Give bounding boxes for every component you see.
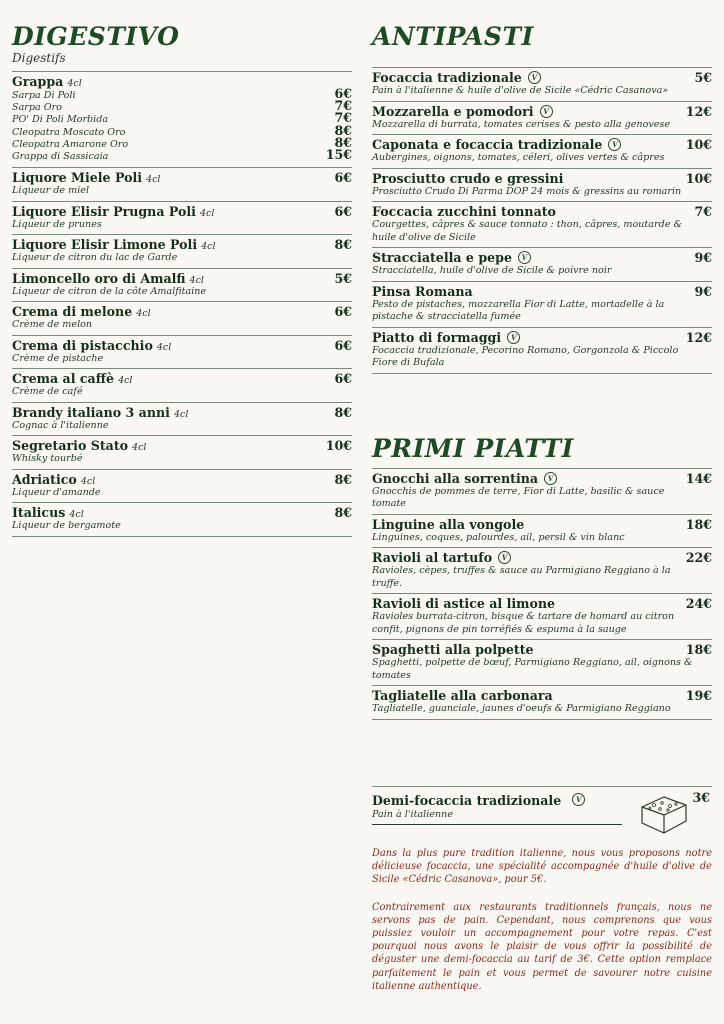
- digestivo-column: [12, 0, 352, 537]
- item-name-text: Piatto di formaggi: [372, 329, 502, 345]
- item-name: [12, 438, 146, 453]
- item-name: [12, 237, 216, 252]
- item-size: 4cl: [146, 174, 161, 186]
- item-price: 8€: [334, 404, 352, 420]
- item-name-text: Mozzarella e pomodori: [372, 103, 534, 119]
- item-name: [12, 505, 84, 520]
- menu-item: [12, 302, 352, 336]
- item-name: [12, 338, 171, 353]
- item-price: 6€: [334, 371, 352, 387]
- demi-focaccia-name: Demi-focaccia tradizionale: [372, 792, 562, 808]
- item-name: [372, 330, 520, 345]
- item-size: 4cl: [80, 475, 96, 487]
- demi-focaccia-price: 3€: [692, 789, 710, 805]
- item-name-text: Liquore Elisir Prugna Poli: [12, 203, 196, 219]
- grappa-item: [12, 72, 352, 168]
- item-name: [372, 250, 531, 265]
- item-name: Grappa 4cl: [12, 74, 82, 89]
- item-price: 24€: [685, 596, 712, 611]
- item-size: 4cl: [118, 375, 133, 387]
- menu-item: [12, 269, 352, 303]
- vegetarian-icon: V: [518, 251, 531, 264]
- menu-item: [372, 68, 712, 102]
- grappa-row-name: PO' Di Poli Morbida: [12, 114, 109, 126]
- item-name-text: Caponata e focaccia tradizionale: [372, 137, 603, 152]
- grappa-row: [12, 88, 352, 100]
- digestivo-title: DIGESTIVO: [12, 22, 180, 51]
- item-size: 4cl: [199, 207, 215, 219]
- item-name-text: Brandy italiano 3 anni: [12, 404, 170, 420]
- item-desc: Gnocchis de pommes de terre, Fior di Latte, basilic & sauce tomate: [372, 485, 665, 509]
- item-desc: Crème de pistache: [12, 352, 104, 364]
- vegetarian-icon: V: [507, 331, 520, 344]
- item-desc: Prosciutto Crudo Di Parma DOP 24 mois & gressins au romarin: [372, 185, 682, 197]
- item-price: 6€: [334, 304, 352, 320]
- item-name-text: Stracciatella e pepe: [372, 250, 512, 265]
- menu-item: [12, 403, 352, 437]
- item-desc: Crème de café: [12, 386, 83, 398]
- item-name-text: Ravioli di astice al limone: [372, 596, 556, 611]
- grappa-row: [12, 146, 352, 162]
- item-price: 10€: [325, 438, 352, 454]
- item-size: 4cl: [189, 274, 204, 286]
- item-name-text: Spaghetti alla polpette: [372, 642, 534, 657]
- item-name-text: Linguine alla vongole: [372, 516, 525, 532]
- antipasti-title: ANTIPASTI: [372, 22, 534, 51]
- vegetarian-icon: V: [540, 105, 553, 118]
- item-price: 10€: [685, 137, 712, 152]
- menu-item: [372, 328, 712, 374]
- menu-item: [372, 282, 712, 328]
- demi-focaccia-block: [372, 786, 712, 994]
- vegetarian-icon: V: [528, 71, 541, 84]
- item-desc: Liqueur d'amande: [12, 486, 101, 498]
- vegetarian-icon: V: [544, 472, 557, 485]
- menu-item: [372, 515, 712, 549]
- menu-item: [12, 436, 352, 470]
- grappa-row-name: Cleopatra Moscato Oro: [12, 126, 126, 138]
- menu-item: [372, 135, 712, 169]
- item-desc: Liqueur de miel: [12, 185, 90, 197]
- grappa-rows: [12, 88, 352, 161]
- item-price: 5€: [694, 70, 712, 85]
- item-name: [372, 642, 534, 657]
- item-name-text: Limoncello oro di Amalfi: [12, 270, 186, 286]
- item-desc: Courgettes, câpres & sauce tonnato : thon, câpres, moutarde & huile d'olive de Sicile: [372, 219, 682, 243]
- menu-item: [372, 169, 712, 203]
- item-price: 5€: [334, 270, 352, 286]
- item-desc: Aubergines, oignons, tomates, céleri, olives vertes & câpres: [372, 152, 665, 163]
- item-name: [12, 371, 132, 386]
- item-desc: Liqueur de citron du lac de Garde: [12, 252, 178, 264]
- bread-note: Contrairement aux restaurants traditionnels français, nous ne servons pas de pain. Cependant, nous comprenons que vous puissiez vouloir un accompagnement pour votre repas. C'est pourquoi nous avons le plaisir de vous offrir la possibilité de déguster une demi-focaccia au tarif de 3€. Cette option remplace parfaitement le pain et vous permet de savourer notre cuisine italienne authentique.: [372, 901, 712, 992]
- grappa-row: [12, 112, 352, 124]
- item-price: 6€: [334, 337, 352, 353]
- item-name-text: Liquore Elisir Limone Poli: [12, 237, 198, 253]
- grappa-row-name: Sarpa Oro: [12, 102, 63, 114]
- item-name-text: Gnocchi alla sorrentina: [372, 470, 539, 486]
- item-name: [12, 170, 160, 185]
- item-size: 4cl: [136, 308, 151, 320]
- item-price: 7€: [694, 204, 712, 219]
- item-name-text: Prosciutto crudo e gressini: [372, 170, 564, 186]
- item-price: 12€: [685, 103, 712, 119]
- demi-focaccia-desc: Pain à l'italienne: [372, 808, 454, 820]
- item-price: 8€: [334, 505, 352, 521]
- item-desc: Mozzarella di burrata, tomates cerises & pesto alla genovese: [372, 118, 671, 130]
- item-desc: Spaghetti, polpette de bœuf, Parmigiano Reggiano, ail, oignons & tomates: [372, 657, 693, 681]
- digestivo-subtitle: Digestifs: [12, 51, 66, 65]
- menu-item: [12, 336, 352, 370]
- item-desc: Stracciatella, huile d'olive de Sicile & poivre noir: [372, 265, 612, 276]
- menu-item: [372, 686, 712, 720]
- item-desc: Liqueur de prunes: [12, 218, 102, 230]
- menu-item: [12, 168, 352, 202]
- item-name-text: Adriatico: [12, 471, 77, 487]
- grappa-row-price: 8€: [334, 134, 352, 150]
- item-name: [372, 171, 563, 186]
- menu-item: [12, 503, 352, 537]
- item-desc: Ravioles, cèpes, truffes & sauce au Parmigiano Reggiano à la truffe.: [372, 565, 671, 589]
- vegetarian-icon: V: [498, 551, 511, 564]
- item-name: [12, 472, 95, 487]
- item-price: 8€: [334, 471, 352, 487]
- grappa-row-price: 7€: [334, 110, 352, 126]
- item-price: 18€: [685, 642, 712, 657]
- item-desc: Ravioles burrata-citron, bisque & tartare de homard au citron confit, pignons de pin torréfiés & espuma à la sauge: [372, 611, 675, 635]
- antipasti-list: [372, 68, 712, 374]
- item-size: 4cl: [173, 408, 189, 420]
- item-name-text: Crema al caffè: [12, 371, 115, 387]
- item-name: [372, 284, 473, 299]
- grappa-row: [12, 122, 352, 138]
- grappa-row-name: Grappa di Sassicaia: [12, 150, 109, 162]
- item-price: 19€: [685, 688, 712, 703]
- item-desc: Liqueur de citron de la côte Amalfitaine: [12, 285, 207, 297]
- menu-item: [372, 469, 712, 515]
- item-size: 4cl: [132, 442, 147, 454]
- item-name-text: Pinsa Romana: [372, 283, 473, 299]
- item-size: 4cl: [69, 509, 84, 521]
- item-price: 18€: [685, 516, 712, 532]
- item-price: 14€: [685, 470, 712, 486]
- item-price: 6€: [334, 170, 352, 186]
- item-desc: Linguines, coques, palourdes, ail, persil & vin blanc: [372, 531, 625, 543]
- primi-title: PRIMI PIATTI: [372, 433, 574, 463]
- item-name: [372, 596, 555, 611]
- grappa-row-name: Sarpa Di Poli: [12, 90, 76, 101]
- item-name: [12, 271, 204, 286]
- item-name: [372, 204, 556, 219]
- grappa-row: [12, 134, 352, 150]
- item-name-text: Liquore Miele Poli: [12, 170, 143, 186]
- digestivo-list: [12, 72, 352, 537]
- item-name-text: Ravioli al tartufo: [372, 550, 493, 565]
- item-name: [372, 471, 557, 486]
- item-desc: Focaccia tradizionale, Pecorino Romano, Gorgonzola & Piccolo Fiore di Bufala: [372, 344, 679, 368]
- item-desc: Pesto de pistaches, mozzarella Fior di Latte, mortadelle à la pistache & stracciatella fumée: [372, 298, 665, 322]
- item-price: 12€: [685, 329, 712, 345]
- menu-item: [372, 202, 712, 248]
- item-size: 4cl: [201, 241, 216, 253]
- item-name-text: Foccacia zucchini tonnato: [372, 204, 556, 219]
- menu-item: [12, 470, 352, 504]
- item-name: [372, 137, 621, 152]
- grappa-row-price: 6€: [334, 86, 352, 101]
- menu-item: [12, 235, 352, 269]
- item-name: [12, 304, 151, 319]
- item-desc: Crème de melon: [12, 319, 93, 331]
- grappa-row-price: 15€: [325, 146, 352, 162]
- item-name: [372, 104, 553, 119]
- item-name: [12, 405, 188, 420]
- item-price: 22€: [685, 550, 712, 565]
- item-price: 9€: [694, 283, 712, 299]
- grappa-row-price: 7€: [334, 98, 352, 114]
- item-desc: Tagliatelle, guanciale, jaunes d'oeufs & Parmigiano Reggiano: [372, 703, 671, 714]
- menu-item: [372, 248, 712, 282]
- item-desc: Cognac à l'italienne: [12, 419, 109, 431]
- grappa-row: [12, 100, 352, 112]
- item-name-text: Crema di pistacchio: [12, 337, 153, 353]
- menu-item: [12, 202, 352, 236]
- item-name: [372, 688, 553, 703]
- item-price: 10€: [685, 170, 712, 186]
- focaccia-note: Dans la plus pure tradition italienne, nous vous proposons notre délicieuse focaccia, une spécialité accompagnée d'huile d'olive de Sicile «Cédric Casanova», pour 5€.: [372, 848, 712, 886]
- item-price: 6€: [334, 203, 352, 219]
- menu-item: [12, 369, 352, 403]
- vegetarian-icon: V: [608, 138, 621, 151]
- item-desc: Whisky tourbé: [12, 453, 83, 465]
- menu-item: [372, 640, 712, 686]
- item-desc: Liqueur de bergamote: [12, 520, 121, 532]
- grappa-row-price: 8€: [334, 122, 352, 138]
- item-name: [372, 550, 511, 565]
- item-name: [372, 517, 524, 532]
- item-name-text: Segretario Stato: [12, 438, 129, 454]
- primi-list: [372, 469, 712, 720]
- item-name: [372, 70, 541, 85]
- vegetarian-icon: V: [572, 793, 585, 806]
- item-price: 8€: [334, 237, 352, 253]
- item-name-text: Crema di melone: [12, 304, 133, 320]
- menu-item: [372, 594, 712, 640]
- item-size: 4cl: [156, 341, 172, 353]
- item-name-text: Italicus: [12, 505, 66, 521]
- item-name-text: Tagliatelle alla carbonara: [372, 688, 553, 703]
- item-desc: Pain à l'italienne & huile d'olive de Sicile «Cédric Casanova»: [372, 85, 669, 96]
- menu-item: [372, 548, 712, 594]
- item-name: [12, 204, 214, 219]
- item-name-text: Focaccia tradizionale: [372, 70, 522, 85]
- menu-item: [372, 102, 712, 136]
- item-price: 9€: [694, 250, 712, 265]
- grappa-row-name: Cleopatra Amarone Oro: [12, 138, 129, 150]
- focaccia-icon: [636, 791, 690, 837]
- right-column: [372, 0, 712, 993]
